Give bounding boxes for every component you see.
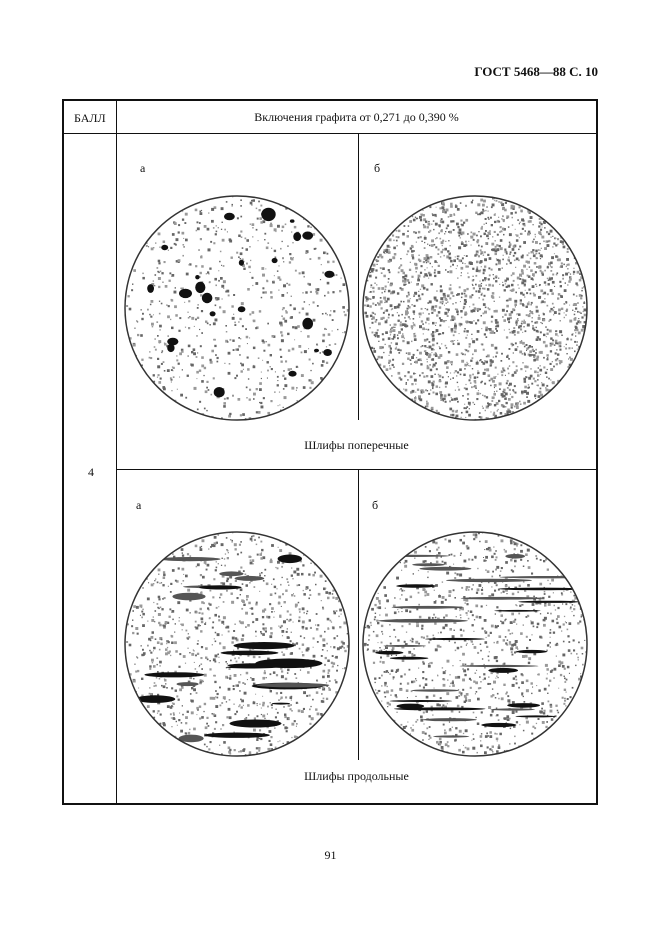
cross-label-a: а xyxy=(140,161,146,175)
micrograph-cross-a xyxy=(122,193,352,423)
document-reference: ГОСТ 5468—88 С. 10 xyxy=(474,64,598,79)
micrograph-long-b xyxy=(360,529,590,759)
cross-caption: Шлифы поперечные xyxy=(304,438,409,452)
inclusion-column-header: Включения графита от 0,271 до 0,390 % xyxy=(254,110,459,124)
grading-table xyxy=(62,99,598,805)
score-value: 4 xyxy=(88,465,94,479)
long-label-b: б xyxy=(372,498,379,512)
page-number: 91 xyxy=(324,848,337,862)
micrograph-cross-b xyxy=(360,193,590,423)
long-label-a: а xyxy=(136,498,142,512)
long-ab-divider xyxy=(358,470,359,760)
cross-ab-divider xyxy=(358,134,359,420)
score-column-header: БАЛЛ xyxy=(74,111,106,125)
cross-label-b: б xyxy=(374,161,381,175)
header-row-divider xyxy=(64,133,596,134)
micrograph-long-a xyxy=(122,529,352,759)
long-caption: Шлифы продольные xyxy=(304,769,409,783)
section-divider xyxy=(116,469,596,470)
